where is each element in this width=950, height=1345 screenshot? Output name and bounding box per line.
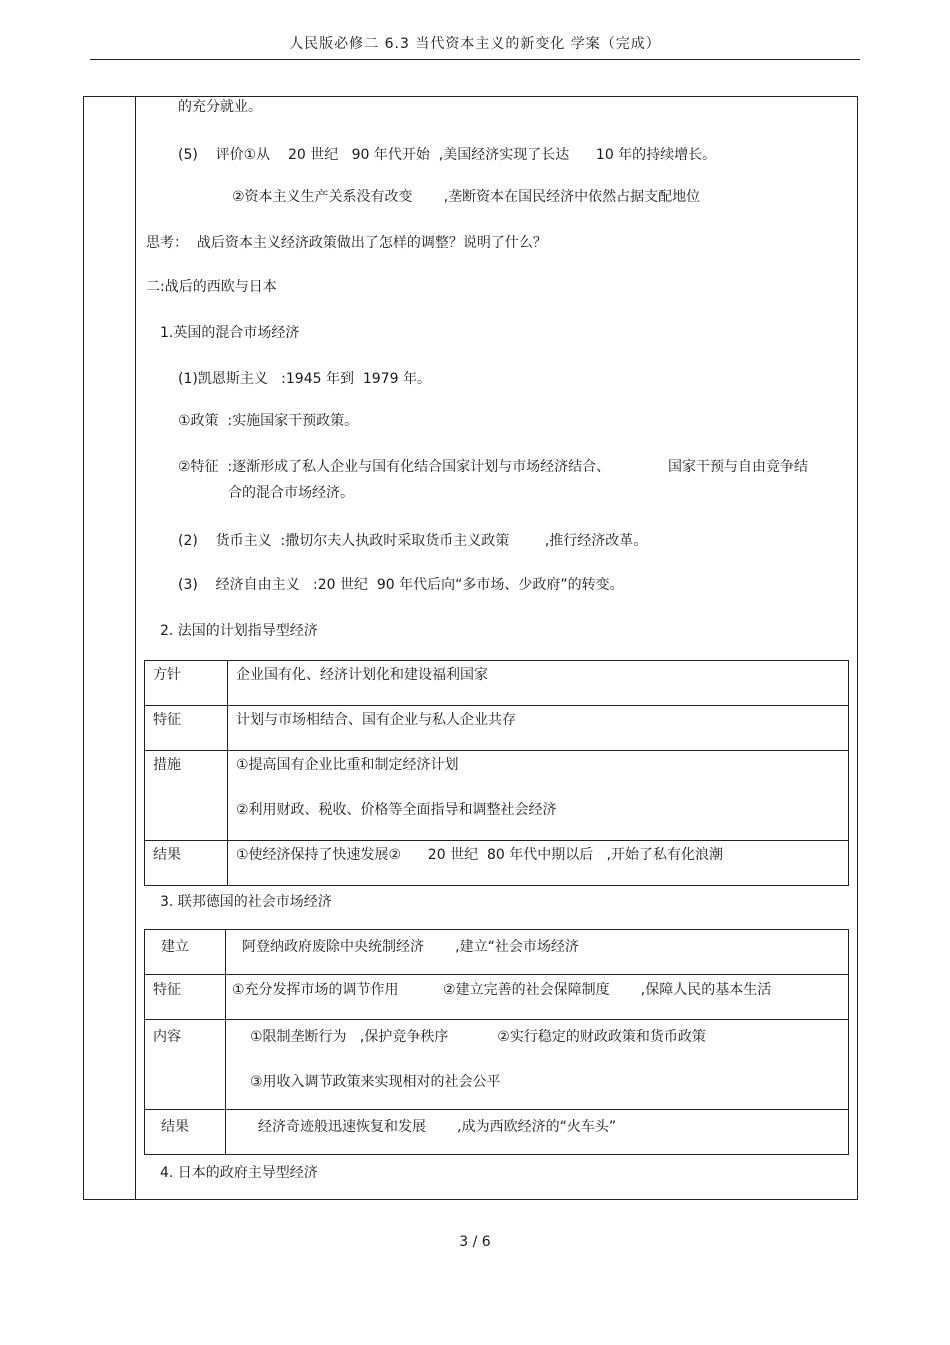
table-content-cell: ①充分发挥市场的调节作用 ②建立完善的社会保障制度 ,保障人民的基本生活 — [226, 975, 849, 1020]
subsection-heading: 2. 法国的计划指导型经济 — [160, 623, 318, 639]
table-label-cell: 建立 — [145, 930, 226, 975]
header-rule — [90, 59, 860, 60]
section-heading: 二:战后的西欧与日本 — [146, 279, 277, 295]
subsection-heading: 4. 日本的政府主导型经济 — [160, 1165, 318, 1181]
text-line: (2) 货币主义 :撒切尔夫人执政时采取货币主义政策 ,推行经济改革。 — [178, 533, 648, 549]
table-row — [145, 1020, 849, 1110]
table-row — [145, 751, 849, 841]
page-number: 3 / 6 — [459, 1234, 491, 1250]
subsection-heading: 3. 联邦德国的社会市场经济 — [160, 894, 332, 910]
table-label-cell: 内容 — [145, 1020, 226, 1110]
page-header: 人民版必修二 6.3 当代资本主义的新变化 学案（完成） — [289, 36, 661, 52]
table-label-cell: 措施 — [145, 751, 228, 841]
table-row — [145, 661, 849, 706]
text-line: 思考： 战后资本主义经济政策做出了怎样的调整？说明了什么？ — [146, 235, 547, 251]
text-line: (1)凯恩斯主义 :1945 年到 1979 年。 — [178, 371, 431, 387]
text-line: ②特征 :逐渐形成了私人企业与国有化结合国家计划与市场经济结合、 国家干预与自由竞争结 — [178, 459, 809, 475]
table-label-cell: 特征 — [145, 706, 228, 751]
table-content-cell: 阿登纳政府废除中央统制经济 ,建立“社会市场经济 — [226, 930, 849, 975]
table-content-cell: ①限制垄断行为 ,保护竞争秩序 ②实行稳定的财政政策和货币政策 ③用收入调节政策来实现相对的社会公平 — [226, 1020, 849, 1110]
text-line: ①政策 :实施国家干预政策。 — [178, 413, 359, 429]
table-row — [145, 706, 849, 751]
text-line: (5) 评价①从 20 世纪 90 年代开始 ,美国经济实现了长达 10 年的持续增长。 — [178, 147, 717, 163]
table-row — [145, 1110, 849, 1155]
text-line: (3) 经济自由主义 :20 世纪 90 年代后向“多市场、少政府”的转变。 — [178, 577, 624, 593]
france-economy-table — [144, 660, 849, 886]
table-content-cell: 经济奇迹般迅速恢复和发展 ,成为西欧经济的“火车头” — [226, 1110, 849, 1155]
table-row — [145, 841, 849, 886]
frame-column-divider — [135, 96, 136, 1200]
table-label-cell: 特征 — [145, 975, 226, 1020]
table-row — [145, 975, 849, 1020]
text-line: ②资本主义生产关系没有改变 ,垄断资本在国民经济中依然占据支配地位 — [232, 189, 701, 205]
table-label-cell: 结果 — [145, 841, 228, 886]
text-line: 合的混合市场经济。 — [228, 485, 354, 501]
table-content-cell: ①提高国有企业比重和制定经济计划 ②利用财政、税收、价格等全面指导和调整社会经济 — [228, 751, 849, 841]
table-row — [145, 930, 849, 975]
germany-economy-table — [144, 929, 849, 1155]
table-content-cell: 企业国有化、经济计划化和建设福利国家 — [228, 661, 849, 706]
subsection-heading: 1.英国的混合市场经济 — [160, 325, 300, 341]
table-content-cell: ①使经济保持了快速发展② 20 世纪 80 年代中期以后 ,开始了私有化浪潮 — [228, 841, 849, 886]
table-content-cell: 计划与市场相结合、国有企业与私人企业共存 — [228, 706, 849, 751]
text-line: 的充分就业。 — [178, 99, 262, 115]
table-label-cell: 方针 — [145, 661, 228, 706]
table-label-cell: 结果 — [145, 1110, 226, 1155]
